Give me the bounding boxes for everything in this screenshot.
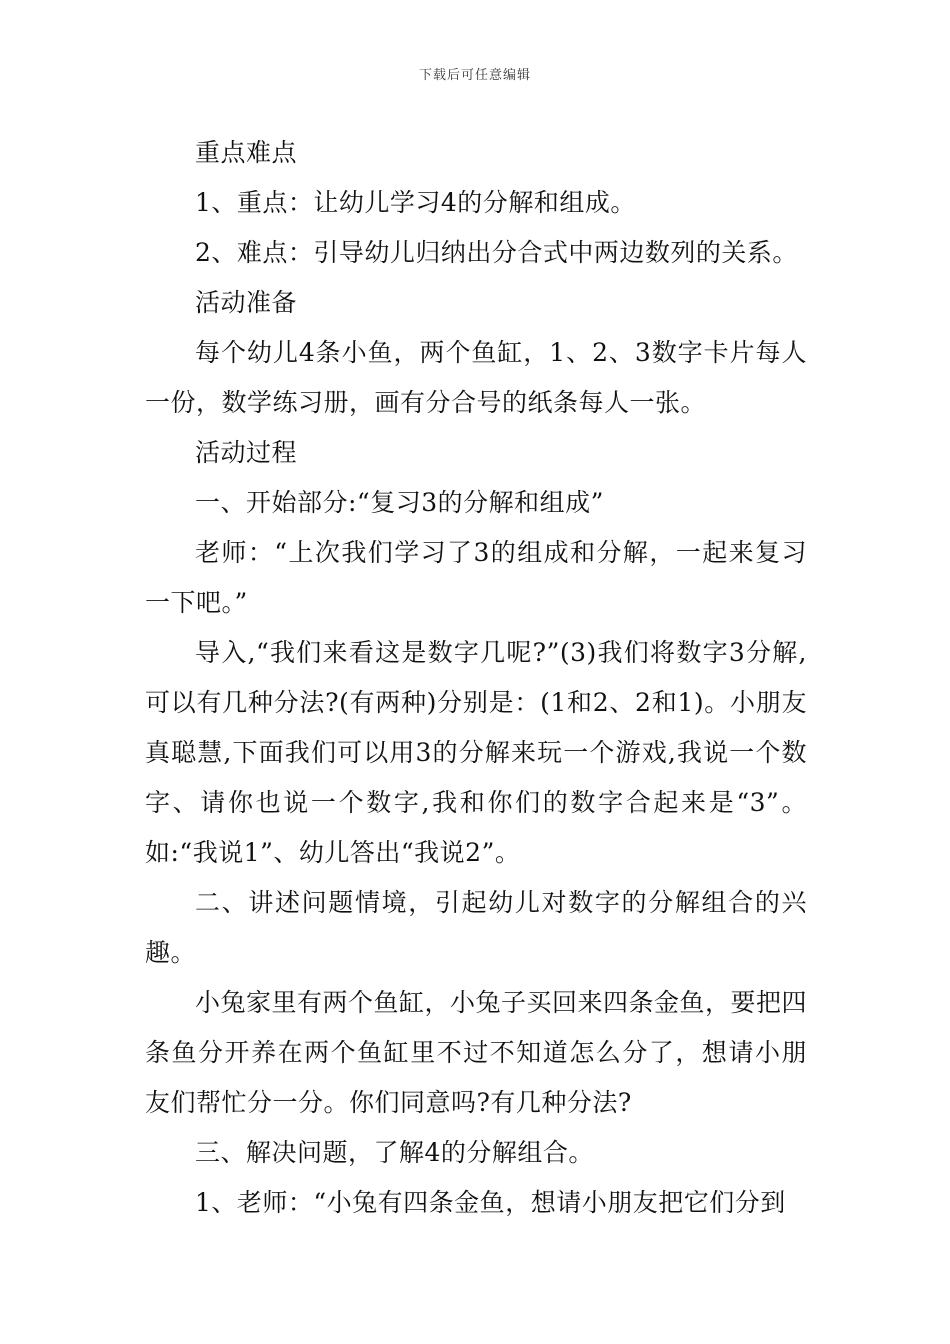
paragraph-teacher-review: 老师：“上次我们学习了3的组成和分解，一起来复习一下吧。” — [145, 538, 807, 617]
section-heading-preparation: 活动准备 — [195, 288, 298, 317]
section-heading-key-points: 重点难点 — [195, 138, 298, 167]
paragraph-part-two: 二、讲述问题情境，引起幼儿对数字的分解组合的兴趣。 — [145, 888, 807, 967]
page-header: 下载后可任意编辑 — [418, 68, 531, 83]
paragraph-story: 小兔家里有两个鱼缸，小兔子买回来四条金鱼，要把四条鱼分开养在两个鱼缸里不过不知道怎么分了，想请小朋友们帮忙分一分。你们同意吗?有几种分法? — [145, 988, 808, 1117]
paragraph-teacher-step-one: 1、老师：“小兔有四条金鱼，想请小朋友把它们分到 — [195, 1188, 786, 1217]
paragraph-introduction: 导入,“我们来看这是数字几呢?”(3)我们将数字3分解,可以有几种分法?(有两种)分别是：(1和2、2和1)。小朋友真聪慧,下面我们可以用3的分解来玩一个游戏,我说一个数字、请你也说一个数字,我和你们的数字合起来是“3”。如:“我说1”、幼儿答出“我说2”。 — [145, 638, 807, 867]
paragraph-preparation: 每个幼儿4条小鱼，两个鱼缸，1、2、3数字卡片每人一份，数学练习册，画有分合号的纸条每人一张。 — [145, 338, 807, 417]
paragraph-difficulty: 2、难点：引导幼儿归纳出分合式中两边数列的关系。 — [195, 238, 798, 267]
section-heading-process: 活动过程 — [195, 438, 298, 467]
paragraph-key-point: 1、重点：让幼儿学习4的分解和组成。 — [195, 188, 636, 217]
document-body — [145, 128, 807, 1228]
paragraph-part-one: 一、开始部分:“复习3的分解和组成” — [195, 488, 604, 517]
paragraph-part-three: 三、解决问题，了解4的分解组合。 — [195, 1138, 594, 1167]
